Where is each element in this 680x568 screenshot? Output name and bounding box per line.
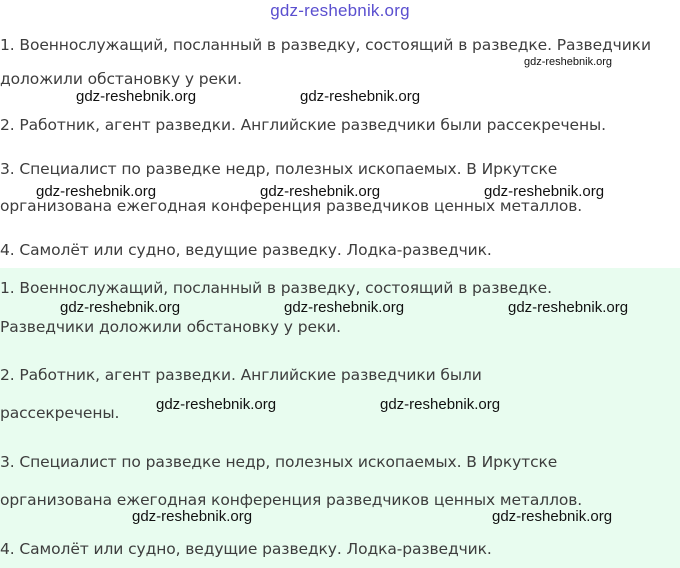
block2-item1-line1: 1. Военнослужащий, посланный в разведку, состоящий в разведке. [0, 279, 552, 297]
watermark: gdz-reshebnik.org [524, 56, 613, 68]
block1-item3-line2: организована ежегодная конференция разведчиков ценных металлов. [0, 197, 583, 215]
block1-item2: 2. Работник, агент разведки. Английские разведчики были рассекречены. [0, 116, 606, 134]
block2-item1-line2: Разведчики доложили обстановку у реки. [0, 318, 341, 336]
watermark: gdz-reshebnik.org [380, 396, 501, 413]
site-header-watermark: gdz-reshebnik.org [270, 1, 410, 20]
watermark: gdz-reshebnik.org [508, 299, 629, 316]
watermark: gdz-reshebnik.org [36, 183, 157, 200]
watermark: gdz-reshebnik.org [484, 183, 605, 200]
block2-item3-line1: 3. Специалист по разведке недр, полезных ископаемых. В Иркутске [0, 453, 558, 471]
block1-item1-line1: 1. Военнослужащий, посланный в разведку, состоящий в разведке. Разведчики [0, 36, 651, 54]
watermark: gdz-reshebnik.org [76, 88, 197, 105]
block2-item4: 4. Самолёт или судно, ведущие разведку. Лодка-разведчик. [0, 540, 492, 558]
watermark: gdz-reshebnik.org [60, 299, 181, 316]
block2-item2-line2: рассекречены. [0, 404, 120, 422]
watermark: gdz-reshebnik.org [156, 396, 277, 413]
block1-item4: 4. Самолёт или судно, ведущие разведку. Лодка-разведчик. [0, 241, 492, 259]
block2-item2-line1: 2. Работник, агент разведки. Английские разведчики были [0, 366, 482, 384]
watermark: gdz-reshebnik.org [492, 508, 613, 525]
watermark: gdz-reshebnik.org [260, 183, 381, 200]
watermark: gdz-reshebnik.org [284, 299, 405, 316]
watermark: gdz-reshebnik.org [300, 88, 421, 105]
watermark: gdz-reshebnik.org [132, 508, 253, 525]
block1-item3-line1: 3. Специалист по разведке недр, полезных ископаемых. В Иркутске [0, 160, 558, 178]
block1-item1-line2: доложили обстановку у реки. [0, 70, 242, 88]
block2-item3-line2: организована ежегодная конференция разведчиков ценных металлов. [0, 491, 583, 509]
